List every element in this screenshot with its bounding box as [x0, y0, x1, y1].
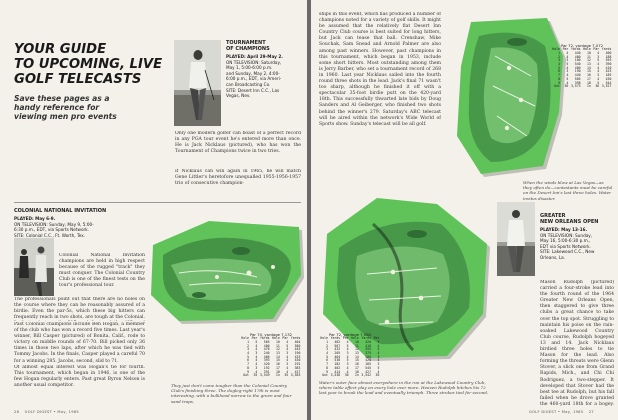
toc-television-1: ON TELEVISION: Saturday, — [226, 59, 282, 65]
colonial-scorecard — [240, 333, 302, 378]
scorecard-cell: 4 — [597, 76, 600, 81]
scorecard-cell: 4 — [346, 369, 349, 374]
scorecard-cell: 4 — [255, 347, 258, 352]
scorecard-cell: 5 — [326, 354, 328, 359]
scorecard-cell: Yards — [361, 336, 372, 341]
scorecard-cell: 544 — [605, 80, 612, 85]
neworleans-heading-1: GREATER — [540, 213, 566, 219]
scorecard-cell: 9 — [247, 369, 249, 374]
scorecard-cell: 13 — [275, 351, 280, 356]
scorecard-cell: Par — [562, 47, 569, 52]
scorecard-cell: 2 — [558, 54, 560, 59]
title-line-3: GOLF TELECASTS — [14, 72, 142, 87]
scorecard-cell: 12 — [275, 347, 280, 352]
scorecard-cell: 400 — [263, 343, 270, 348]
scorecard-cell: 3 — [346, 362, 349, 367]
folio-left-text: GOLF DIGEST • May, 1965 — [24, 410, 79, 414]
scorecard-cell: 18 — [586, 80, 591, 85]
toc-info — [226, 40, 302, 99]
scorecard-cell: 3 — [597, 73, 600, 78]
scorecard-cell: 3,583 — [290, 373, 301, 378]
title-line-1: YOUR GUIDE — [14, 42, 107, 57]
toc-television-5: can Broadcasting Co. — [226, 81, 271, 87]
scorecard-cell: Hole — [272, 336, 280, 341]
scorecard-cell: 3,538 — [330, 373, 341, 378]
scorecard-cell: 7 — [247, 362, 249, 367]
scorecard-total-row — [551, 85, 613, 89]
scorecard-cell: 580 — [294, 343, 301, 348]
scorecard-cell: 400 — [574, 54, 581, 59]
scorecard-cell: 393 — [263, 358, 270, 363]
scorecard-cell: 4 — [346, 354, 349, 359]
scorecard-cell: 5 — [377, 347, 380, 352]
scorecard-cell: 1 — [558, 50, 560, 55]
scorecard-cell: 11 — [586, 54, 591, 59]
scorecard-cell: 14 — [354, 354, 359, 359]
subtitle-line-2: handy reference for — [14, 103, 100, 112]
colonial-scorecard-title: Par 70, yardage 7,132 — [249, 332, 293, 337]
scorecard-cell: 4 — [566, 73, 569, 78]
scorecard-cell: 3,573 — [570, 84, 581, 89]
scorecard-cell: 4 — [286, 354, 289, 359]
scorecard-cell: 16 — [586, 73, 591, 78]
scorecard-cell: 4 — [566, 50, 569, 55]
scorecard-cell: 5 — [377, 365, 380, 370]
scorecard-cell: 2 — [326, 343, 328, 348]
scorecard-cell: 3 — [286, 351, 289, 356]
scorecard-cell: 36 — [595, 84, 600, 89]
scorecard-cell: 5 — [346, 343, 349, 348]
neworleans-site-2: Orleans, La. — [540, 254, 566, 260]
golfer-figure-icon — [174, 40, 221, 126]
scorecard-cell: 430 — [294, 358, 301, 363]
scorecard-cell: 190 — [294, 351, 301, 356]
scorecard-cell: 8 — [558, 76, 560, 81]
scorecard-cell: 420 — [365, 339, 372, 344]
rudolph-photo — [497, 202, 535, 276]
neworleans-body: Mason Rudolph (pictured) carried a four-stroke lead into the fourth round of the 1964 Greater New Orleans Open, then staggered to give three clubs a great chance to take over the top spot. Struggling to maintain his poise on the rain-soaked Lakewood Country Club course, Rudolph bogeyed 13 and 14. Jack Nicklaus birdied three holes to tie Mason for the lead. Also forming the threats were Glenn Stover, a slick one from Grand Rapids, Mich., and Chi Chi Rodriguez, a two-stepper. It developed that Stover had the best tee at Rudolph, but his fall failed when he drove granted the 460-yard 18th for a bogey. — [540, 280, 614, 406]
toc-television-3: and Sunday, May 2, 4:00- — [226, 70, 280, 76]
title-line-2: TO UPCOMING, LIVE — [14, 57, 163, 72]
toc-site-1: SITE: Desert Inn C.C., Las — [226, 87, 280, 93]
scorecard-cell: 246 — [263, 351, 270, 356]
lakewood-scorecard — [319, 333, 381, 378]
scorecard-cell: 3 — [377, 354, 380, 359]
scorecard-cell: 7 — [326, 362, 328, 367]
scorecard-cell: Out — [554, 84, 560, 89]
scorecard-cell: Hole — [583, 47, 591, 52]
neworleans-info — [540, 213, 614, 261]
scorecard-cell: 14 — [275, 354, 280, 359]
scorecard-cell: 12 — [354, 347, 359, 352]
scorecard-cell: 8 — [247, 365, 249, 370]
scorecard-cell: 540 — [574, 62, 581, 67]
colonial-played: PLAYED: May 6-9. — [14, 216, 56, 221]
scorecard-cell: 36 — [564, 84, 569, 89]
scorecard-cell: 17 — [354, 365, 359, 370]
scorecard-cell: 3,549 — [259, 373, 270, 378]
scorecard-cell: 5 — [247, 354, 249, 359]
scorecard-cell: 4 — [597, 50, 600, 55]
scorecard-cell: Par — [342, 336, 349, 341]
scorecard-cell: 3 — [346, 351, 349, 356]
scorecard-cell: 3 — [286, 362, 289, 367]
neworleans-site-1: SITE: Lakewood C.C., New — [540, 249, 595, 255]
scorecard-cell: 11 — [354, 343, 359, 348]
colonial-body-full: The professionals point out that there are no holes on the course where they can be reasonably assured of a birdie. Even the par-5s, which these big hitters can frequently reach in two shots, are tough at the Colonial. — [14, 297, 145, 321]
scorecard-cell: 585 — [574, 76, 581, 81]
scorecard-cell: Out — [322, 373, 328, 378]
scorecard-cell: 2 — [247, 343, 249, 348]
neworleans-played: PLAYED: May 13-16. — [540, 227, 588, 232]
scorecard-cell: 5 — [597, 58, 600, 63]
scorecard-cell: 390 — [605, 62, 612, 67]
colonial-caption: They just don't come tougher than the Colonial Country Club's finishing three. The dogleg-right 17th is most interesting, with a bulkhead narrow to the green and four sand traps. — [171, 383, 292, 404]
subtitle-line-1: Save these pages as a — [14, 94, 110, 103]
scorecard-cell: 4 — [346, 339, 349, 344]
scorecard-cell: 4 — [377, 339, 380, 344]
scorecard-cell: 6 — [247, 358, 249, 363]
scorecard-cell: 4 — [286, 347, 289, 352]
scorecard-cell: Par — [593, 47, 600, 52]
colonial-heading: COLONIAL NATIONAL INVITATION — [14, 208, 107, 214]
scorecard-cell: 4 — [286, 358, 289, 363]
toc-body-2: If Nicklaus can win again in 1965, he will match Gene Littler's heretofore unequalled 1955-1956-1957 trio of consecutive champion- — [175, 169, 301, 187]
scorecard-cell: 5 — [346, 358, 349, 363]
desert-inn-caption: When the winds blow at Las Vegas—as they often do—contestants must be careful on the Desert Inn's last three holes. Water invites disaster. — [523, 180, 613, 201]
scorecard-cell: 430 — [605, 76, 612, 81]
scorecard-cell: 400 — [574, 65, 581, 70]
desert-inn-scorecard-title: Par 72, yardage 7,072 — [560, 43, 604, 48]
scorecard-cell: 192 — [294, 362, 301, 367]
scorecard-cell: 1 — [326, 339, 328, 344]
scorecard-cell: In — [275, 373, 280, 378]
colonial-body-intro: Colonial National Invitation champions are held in high respect because of the rugged "track" they must conquer. The Colonial Country Club is one of the finest tests on the tour's professional tour. — [59, 253, 145, 289]
scorecard-cell: 10 — [275, 339, 280, 344]
toc-body-1: Only one modern golfer can boast of a perfect record in any PGA tour event he's entered more than once. He is Jack Nicklaus (pictured), who has won the Tournament of Champions twice in two tries. — [175, 131, 301, 155]
scorecard-cell: 3 — [326, 347, 328, 352]
scorecard-cell: Hole — [552, 47, 560, 52]
scorecard-cell: 36 — [344, 373, 349, 378]
scorecard-cell: 404 — [334, 354, 341, 359]
colonial-body-2: Past Colonial champions include Ben Hogan, a member of the club who has won a record five times. Last year's winner, Bill Casper (pictured) of Bonita, Calif., rode to victory on middle rounds of 67-70. Bill picked only 36 times in those two laps, after which he was tied with Tommy Jacobs. In the finals, Casper played a careful 70 for a winning 285. Jacobs, second, slid to 71. — [14, 322, 145, 364]
scorecard-cell: 205 — [365, 354, 372, 359]
scorecard-cell: 476 — [263, 347, 270, 352]
scorecard-cell: 402 — [334, 365, 341, 370]
scorecard-cell: 5 — [566, 76, 569, 81]
section-divider — [14, 202, 301, 203]
scorecard-cell: In — [586, 84, 591, 89]
golfer-figure-icon — [497, 202, 535, 276]
scorecard-cell: 555 — [365, 347, 372, 352]
scorecard-cell: 6 — [558, 69, 560, 74]
toc-played: PLAYED: April 29-May 2. — [226, 54, 283, 59]
scorecard-cell: 9 — [558, 80, 560, 85]
scorecard-cell: 4 — [566, 54, 569, 59]
folio-right-number: 27 — [588, 410, 594, 414]
folio-right — [529, 410, 594, 414]
course-map-icon — [451, 16, 571, 178]
scorecard-cell: 17 — [275, 365, 280, 370]
neworleans-heading-2: NEW ORLEANS OPEN — [540, 219, 599, 225]
toc-continued-body: ships in this event, which has produced a number of champions noted for a variety of golf skills. It might be assumed that the relatively flat Desert Inn Country Club course is best suited for long hitters, but Jack can tease that ball. Crenshaw, Mike Souchak, Sam Snead and Arnold Palmer are also among past winners. However, past champions in this tournament, which began in 1953, include some short hitters. Most outstanding among them is Jerry Barber, who set a tournament record of 268 in 1960. Last year Nicklaus sailed into the fourth round three shots in the lead. Jack's final 71 wasn't too sharp, although he finished it off with a spectacular 35-foot birdie putt on the 420-yard 18th. This successfully thwarted late bids by Doug Sanders and Al Geiberger, who finished two shots behind the winner's 279. Saturday's ABC telecast will be aired within the network's Wide World of Sports show. Sunday's telecast will be all golf. — [319, 12, 441, 127]
colonial-scorecard-table — [240, 337, 302, 378]
nicklaus-photo — [174, 40, 221, 126]
scorecard-cell: 12 — [586, 58, 591, 63]
scorecard-cell: 440 — [574, 73, 581, 78]
scorecard-cell: 4 — [346, 347, 349, 352]
scorecard-cell: 18 — [354, 369, 359, 374]
folio-left-number: 26 — [14, 410, 20, 414]
colonial-television-2: 6:30 p.m., EDT, via Sports Network. — [14, 227, 89, 233]
course-map-icon — [149, 215, 304, 325]
scorecard-cell: In — [354, 373, 359, 378]
scorecard-cell: 402 — [334, 339, 341, 344]
scorecard-cell: 3 — [597, 54, 600, 59]
scorecard-cell: Yards — [259, 336, 270, 341]
scorecard-cell: 14 — [586, 65, 591, 70]
scorecard-cell: 4 — [597, 62, 600, 67]
scorecard-cell: 10 — [586, 50, 591, 55]
scorecard-cell: 383 — [294, 365, 301, 370]
scorecard-cell: 185 — [605, 73, 612, 78]
scorecard-cell: 3 — [255, 365, 258, 370]
colonial-site: SITE: Colonial C.C., Ft. Worth, Tex. — [14, 232, 86, 238]
scorecard-cell: 3 — [377, 362, 380, 367]
neworleans-television-2: May 16, 5:00-6:30 p.m., — [540, 238, 591, 244]
lakewood-scorecard-table — [319, 337, 381, 378]
scorecard-cell: Hole — [241, 336, 249, 341]
scorecard-cell: 432 — [334, 347, 341, 352]
scorecard-cell: 398 — [574, 80, 581, 85]
scorecard-cell: 192 — [263, 365, 270, 370]
scorecard-cell: 4 — [377, 358, 380, 363]
scorecard-cell: 4 — [247, 351, 249, 356]
scorecard-cell: 4 — [377, 351, 380, 356]
scorecard-cell: 205 — [334, 351, 341, 356]
scorecard-cell: 15 — [275, 358, 280, 363]
right-page — [311, 0, 618, 420]
desert-inn-scorecard-table — [551, 48, 613, 89]
toc-site-2: Vegas, Nev. — [226, 93, 251, 99]
casper-photo — [14, 238, 54, 296]
scorecard-cell: 4 — [377, 369, 380, 374]
scorecard-cell: 4 — [566, 65, 569, 70]
scorecard-cell: 5 — [566, 62, 569, 67]
scorecard-cell: Yards — [330, 336, 341, 341]
scorecard-cell: 440 — [574, 50, 581, 55]
scorecard-cell: 4 — [255, 369, 258, 374]
scorecard-cell: 13 — [354, 351, 359, 356]
scorecard-cell: 6 — [326, 358, 328, 363]
scorecard-cell: 565 — [263, 339, 270, 344]
scorecard-cell: 4 — [558, 62, 560, 67]
scorecard-cell: 404 — [294, 339, 301, 344]
scorecard-cell: 35 — [253, 373, 258, 378]
scorecard-cell: 16 — [275, 362, 280, 367]
scorecard-cell: 3 — [247, 347, 249, 352]
scorecard-cell: 35 — [284, 373, 289, 378]
scorecard-cell: 4 — [286, 339, 289, 344]
neworleans-television-1: ON TELEVISION: Sunday, — [540, 232, 593, 238]
scorecard-cell: 10 — [354, 339, 359, 344]
scorecard-cell: 391 — [263, 369, 270, 374]
scorecard-cell: 4 — [286, 365, 289, 370]
scorecard-cell: 4 — [255, 343, 258, 348]
scorecard-cell: Yards — [570, 47, 581, 52]
scorecard-cell: 4 — [566, 80, 569, 85]
scorecard-cell: 466 — [263, 354, 270, 359]
scorecard-cell: 5 — [558, 65, 560, 70]
scorecard-cell: 182 — [334, 362, 341, 367]
toc-television-2: May 1, 5:00-6:00 p.m. — [226, 65, 273, 71]
scorecard-cell: 188 — [605, 54, 612, 59]
main-title — [14, 42, 169, 87]
scorecard-cell: 445 — [294, 347, 301, 352]
scorecard-cell: 375 — [365, 351, 372, 356]
scorecard-cell: 185 — [365, 362, 372, 367]
scorecard-cell: 7 — [558, 73, 560, 78]
scorecard-cell: 433 — [294, 354, 301, 359]
scorecard-cell: 420 — [365, 358, 372, 363]
scorecard-cell: 4 — [597, 65, 600, 70]
scorecard-cell: 190 — [574, 69, 581, 74]
scorecard-cell: Yards — [290, 336, 301, 341]
scorecard-cell: 4 — [255, 354, 258, 359]
scorecard-cell: 3 — [558, 58, 560, 63]
scorecard-cell: Out — [243, 373, 249, 378]
golfer-figure-icon — [14, 238, 54, 296]
toc-television-4: 6:00 p.m., EDT, via Ameri- — [226, 76, 282, 82]
scorecard-cell: 13 — [586, 62, 591, 67]
scorecard-cell: Par — [251, 336, 258, 341]
colonial-info — [14, 208, 144, 238]
colonial-course-map — [149, 215, 304, 325]
scorecard-cell: 8 — [326, 365, 328, 370]
scorecard-cell: 3 — [566, 58, 569, 63]
scorecard-cell: 530 — [334, 358, 341, 363]
scorecard-cell: 545 — [365, 365, 372, 370]
scorecard-cell: 9 — [326, 369, 328, 374]
scorecard-cell: 3,542 — [361, 373, 372, 378]
desert-inn-course-map — [451, 16, 571, 178]
lakewood-scorecard-title: Par 72, yardage 7,080 — [328, 332, 372, 337]
colonial-television-1: ON TELEVISION: Sunday, May 9, 5:00- — [14, 221, 94, 227]
scorecard-total-row — [240, 374, 302, 378]
scorecard-cell: 3 — [255, 351, 258, 356]
scorecard-cell: Yards — [601, 47, 612, 52]
desert-inn-scorecard — [551, 44, 613, 89]
scorecard-cell: 180 — [574, 58, 581, 63]
scorecard-cell: 427 — [294, 369, 301, 374]
scorecard-cell: 4 — [346, 365, 349, 370]
scorecard-cell: 36 — [375, 373, 380, 378]
scorecard-cell: 427 — [365, 369, 372, 374]
scorecard-cell: 15 — [586, 69, 591, 74]
scorecard-cell: Par — [282, 336, 289, 341]
subtitle — [14, 94, 164, 121]
toc-heading-2: OF CHAMPIONS — [226, 46, 270, 52]
scorecard-cell: 567 — [334, 343, 341, 348]
scorecard-cell: 4 — [326, 351, 328, 356]
scorecard-cell: 4 — [377, 343, 380, 348]
scorecard-cell: 4 — [286, 369, 289, 374]
scorecard-cell: 420 — [263, 362, 270, 367]
scorecard-cell: 11 — [275, 343, 280, 348]
scorecard-cell: Hole — [320, 336, 328, 341]
left-page — [0, 0, 307, 420]
scorecard-cell: 16 — [354, 362, 359, 367]
scorecard-cell: 18 — [275, 369, 280, 374]
scorecard-cell: 17 — [586, 76, 591, 81]
toc-heading-1: TOURNAMENT — [226, 40, 266, 46]
subtitle-line-3: viewing men pro events — [14, 112, 117, 121]
scorecard-cell: 425 — [605, 69, 612, 74]
scorecard-cell: 5 — [255, 339, 258, 344]
scorecard-cell: 410 — [605, 65, 612, 70]
scorecard-cell: 1 — [247, 339, 249, 344]
folio-right-text: GOLF DIGEST • May, 1965 — [529, 410, 584, 414]
scorecard-cell: 410 — [365, 343, 372, 348]
scorecard-cell: Par — [373, 336, 380, 341]
lakewood-caption: Water's outer face almost everywhere in the run at the Lakewood Country Club, where table effect play on every hole over more. Heaven Rudolph hitches his 72 last year to break the lead and eventually triumph. Three strokes tied for second. — [319, 380, 489, 396]
scorecard-cell: 5 — [286, 343, 289, 348]
scorecard-cell: 5 — [597, 80, 600, 85]
folio-left — [14, 410, 79, 414]
scorecard-cell: 3,527 — [601, 84, 612, 89]
scorecard-cell: 555 — [605, 58, 612, 63]
scorecard-cell: 414 — [334, 369, 341, 374]
colonial-body-3: Of almost equal interest was Hogan's tie for fourth. This tournament, which began in 1946, is one of the few Hogan regularly enters. Past great Byron Nelson is another usual competitor. — [14, 365, 145, 389]
scorecard-cell: 400 — [605, 50, 612, 55]
scorecard-cell: 4 — [597, 69, 600, 74]
scorecard-cell: 3 — [566, 69, 569, 74]
scorecard-cell: Hole — [351, 336, 359, 341]
scorecard-cell: 4 — [255, 358, 258, 363]
scorecard-cell: 15 — [354, 358, 359, 363]
neworleans-television-3: EDT via Sports Network. — [540, 243, 591, 249]
scorecard-cell: 4 — [255, 362, 258, 367]
scorecard-total-row — [319, 374, 381, 378]
